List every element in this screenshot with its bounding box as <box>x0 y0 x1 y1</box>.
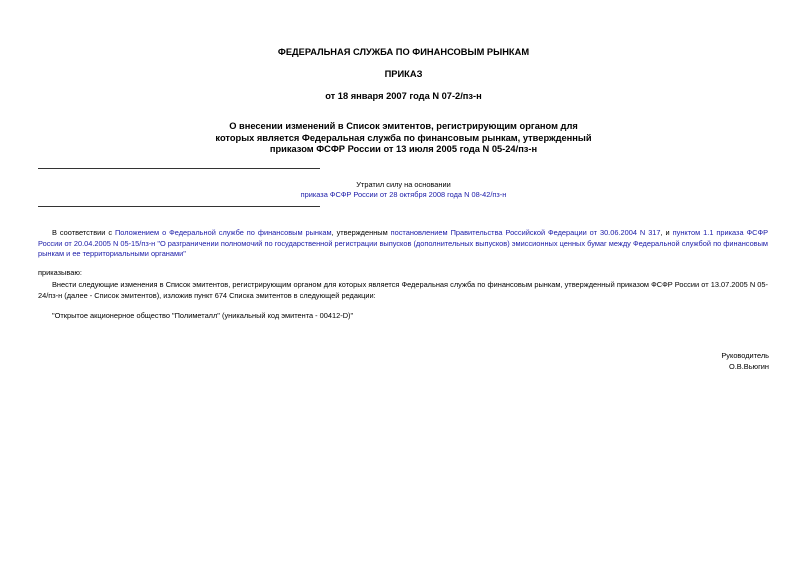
preamble-text-2: , утвержденным <box>331 228 391 237</box>
document-date-number: от 18 января 2007 года N 07-2/пз-н <box>325 91 482 101</box>
order-clause-link[interactable]: пунктом 1.1 приказа ФСФР России от 20.04.2005 N 05-15/пз-н "О разграничении полномочий по государственной регистрации выпусков (дополнительных выпусков) эмиссионных ценных бумаг между Федеральной службой по финансовым рынкам и ее территориальными органами" <box>38 228 769 259</box>
preamble-text-3: , и <box>660 228 673 237</box>
document-title <box>0 121 807 156</box>
title-line-1: О внесении изменений в Список эмитентов, регистрирующим органом для <box>229 121 578 131</box>
regulation-link[interactable]: Положением о Федеральной службе по финансовым рынкам <box>114 228 332 237</box>
signature-block <box>721 351 769 372</box>
divider-bottom <box>38 206 320 207</box>
government-resolution-link[interactable]: постановлением Правительства Российской Федерации от 30.06.2004 N 317 <box>390 228 661 237</box>
signatory-position: Руководитель <box>721 351 769 360</box>
quoted-entry: "Открытое акционерное общество "Полиметалл" (уникальный код эмитента - 00412-D)" <box>52 311 354 320</box>
preamble-text-1: В соответствии с <box>52 228 115 237</box>
preamble-paragraph <box>38 228 768 260</box>
status-text: Утратил силу на основании <box>356 180 451 189</box>
title-line-2: которых является Федеральная служба по финансовым рынкам, утвержденный <box>215 132 592 143</box>
order-word: приказываю: <box>38 268 82 277</box>
signatory-name: О.В.Вьюгин <box>728 361 769 371</box>
divider-top <box>38 168 320 169</box>
basis-order-link[interactable]: приказа ФСФР России от 28 октября 2008 года N 08-42/пз-н <box>300 190 507 199</box>
agency-name: ФЕДЕРАЛЬНАЯ СЛУЖБА ПО ФИНАНСОВЫМ РЫНКАМ <box>277 47 530 57</box>
body-paragraph: Внести следующие изменения в Список эмитентов, регистрирующим органом для которых является Федеральная служба по финансовым рынкам, утвержденный приказом ФСФР России от 13.07.2005 N 05-24/пз-н (далее - Список эмитентов), изложив пункт 674 Списка эмитентов в следующей редакции: <box>38 280 768 300</box>
status-link-wrap <box>0 190 807 201</box>
document-type: ПРИКАЗ <box>384 69 423 79</box>
title-line-3: приказом ФСФР России от 13 июля 2005 года N 05-24/пз-н <box>269 144 538 154</box>
